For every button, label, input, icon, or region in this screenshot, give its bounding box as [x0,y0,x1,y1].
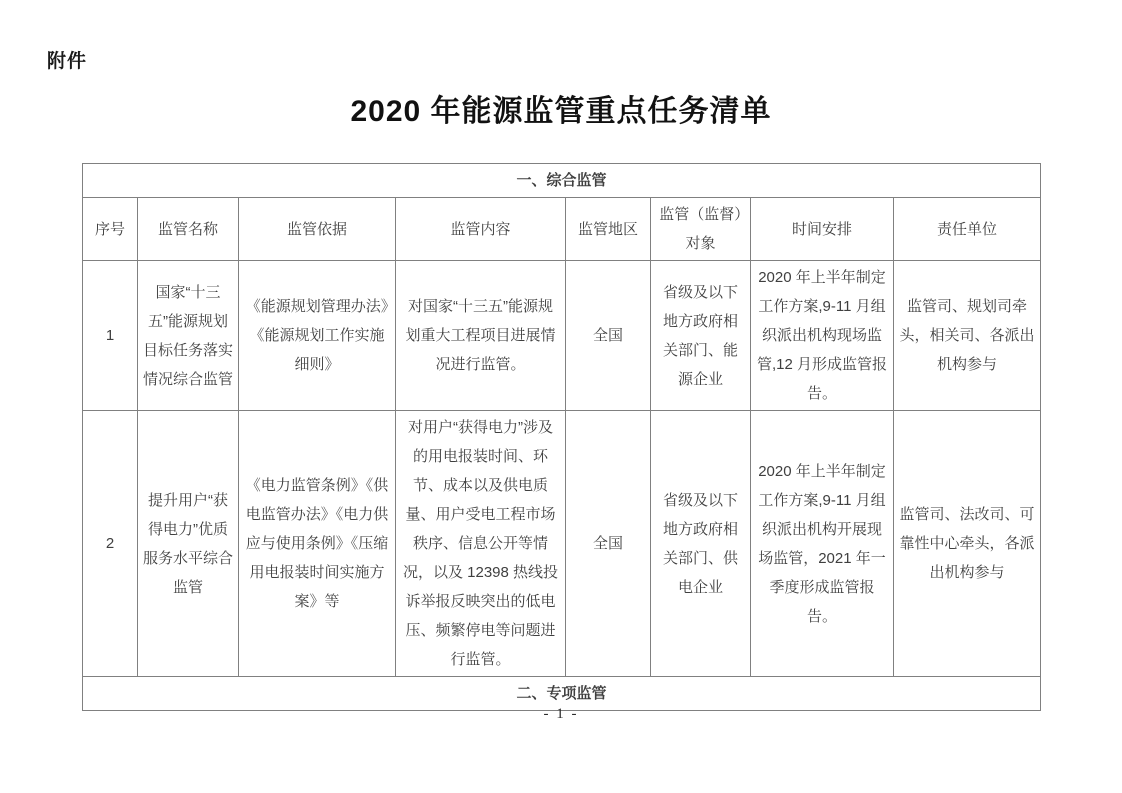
column-header-serial: 序号 [83,198,138,261]
section-row-comprehensive [83,164,1041,198]
cell-responsible: 监管司、法改司、可靠性中心牵头，各派出机构参与 [894,411,1041,677]
column-header-content: 监管内容 [396,198,566,261]
cell-serial: 2 [83,411,138,677]
column-header-responsible: 责任单位 [894,198,1041,261]
cell-region: 全国 [566,411,651,677]
cell-schedule: 2020 年上半年制定工作方案,9-11 月组织派出机构现场监管,12 月形成监管报告。 [751,261,894,411]
cell-target: 省级及以下地方政府相关部门、供电企业 [651,411,751,677]
section-header-special: 二、专项监管 [83,677,1041,711]
cell-basis: 《电力监管条例》《供电监管办法》《电力供应与使用条例》《压缩用电报装时间实施方案》等 [239,411,396,677]
column-header-name: 监管名称 [138,198,239,261]
column-header-schedule: 时间安排 [751,198,894,261]
column-header-row [83,198,1041,261]
cell-basis: 《能源规划管理办法》《能源规划工作实施细则》 [239,261,396,411]
cell-region: 全国 [566,261,651,411]
cell-responsible: 监管司、规划司牵头，相关司、各派出机构参与 [894,261,1041,411]
cell-name: 国家“十三五”能源规划目标任务落实情况综合监管 [138,261,239,411]
column-header-region: 监管地区 [566,198,651,261]
column-header-target: 监管（监督）对象 [651,198,751,261]
cell-name: 提升用户“获得电力”优质服务水平综合监管 [138,411,239,677]
section-header-comprehensive: 一、综合监管 [83,164,1041,198]
column-header-basis: 监管依据 [239,198,396,261]
cell-schedule: 2020 年上半年制定工作方案,9-11 月组织派出机构开展现场监管，2021 年一季度形成监管报告。 [751,411,894,677]
cell-content: 对用户“获得电力”涉及的用电报装时间、环节、成本以及供电质量、用户受电工程市场秩序、信息公开等情况，以及 12398 热线投诉举报反映突出的低电压、频繁停电等问题进行监管。 [396,411,566,677]
page-number: - 1 - [543,706,579,722]
cell-serial: 1 [83,261,138,411]
cell-target: 省级及以下地方政府相关部门、能源企业 [651,261,751,411]
cell-content: 对国家“十三五”能源规划重大工程项目进展情况进行监管。 [396,261,566,411]
attachment-label: 附件 [47,51,88,72]
table-row [83,261,1041,411]
page-title: 2020 年能源监管重点任务清单 [350,95,772,128]
table-row [83,411,1041,677]
task-table [82,163,1041,711]
